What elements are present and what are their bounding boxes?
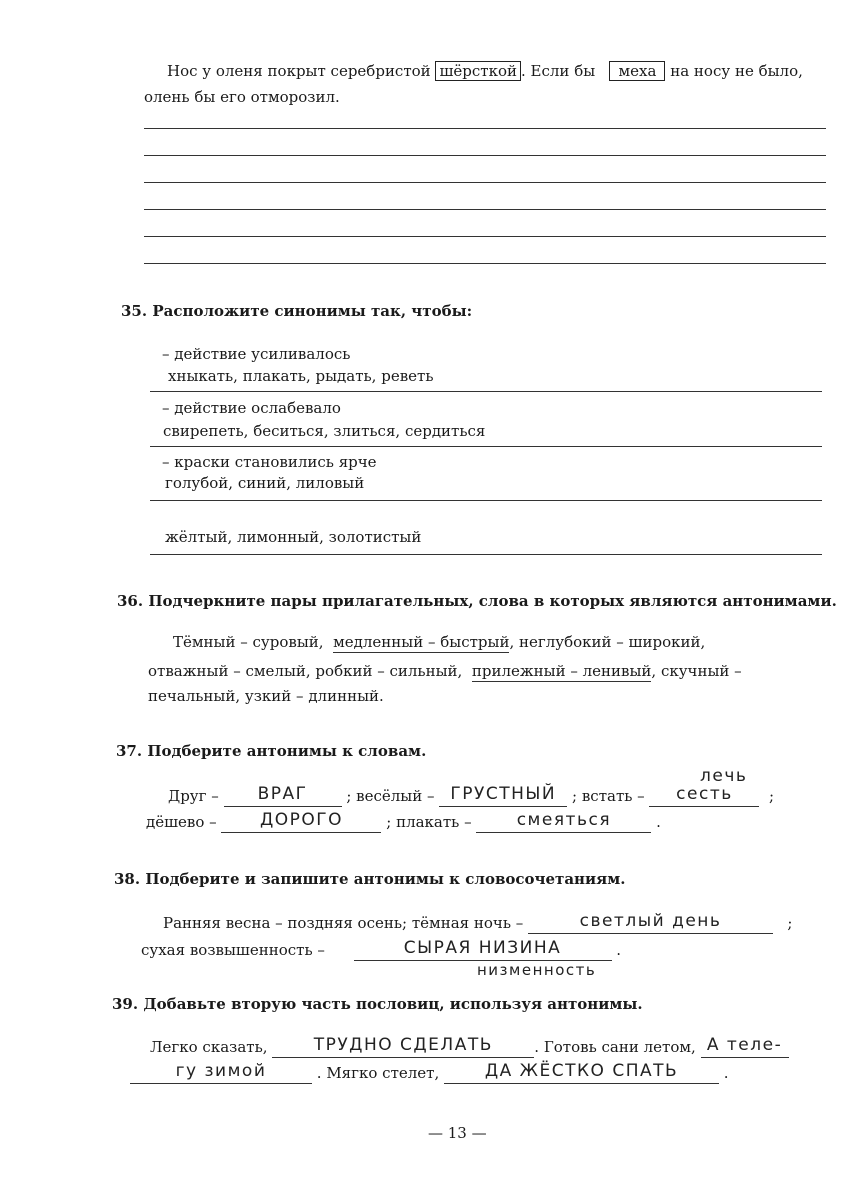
ex38-alternative: низменность xyxy=(477,961,597,979)
ex36-line-1: Тёмный – суровый, медленный – быстрый, неглубокий – широкий, xyxy=(173,633,706,651)
ex35-label-2: – действие ослабевало xyxy=(162,399,341,417)
answer-blank[interactable]: А теле- xyxy=(701,1037,789,1058)
ex37-line-2: дёшево – ДОРОГО ; плакать – смеяться . xyxy=(146,810,661,831)
exercise-number: 36. xyxy=(117,592,144,610)
underlined-pair: медленный – быстрый xyxy=(333,633,510,651)
exercise-title: Подберите антонимы к словам. xyxy=(147,742,427,760)
exercise-number: 35. xyxy=(121,302,148,320)
ex35-label-1: – действие усиливалось xyxy=(162,345,351,363)
writing-line xyxy=(144,155,826,156)
ex36-line-2: отважный – смелый, робкий – сильный, прилежный – ленивый, скучный – xyxy=(148,662,742,680)
exercise-number: 37. xyxy=(116,742,143,760)
ex39-line-2: гу зимой . Мягко стелет, ДА ЖЁСТКО СПАТЬ . xyxy=(130,1063,729,1084)
answer-blank[interactable]: ДА ЖЁСТКО СПАТЬ xyxy=(444,1063,719,1084)
boxed-word-1: шёрсткой xyxy=(435,61,521,81)
ex35-label-3: – краски становились ярче xyxy=(162,453,377,471)
intro-text-b: Если бы xyxy=(530,62,596,80)
exercise-39-heading xyxy=(112,995,643,1013)
answer-blank[interactable]: светлый день xyxy=(528,913,773,934)
exercise-36-heading xyxy=(117,592,837,610)
answer-blank[interactable]: ВРАГ xyxy=(224,786,342,807)
exercise-35-heading xyxy=(121,302,472,320)
exercise-title: Подберите и запишите антонимы к словосочетаниям. xyxy=(145,870,626,888)
answer-blank[interactable]: ГРУСТНЫЙ xyxy=(439,786,567,807)
ex38-line-2: сухая возвышенность – СЫРАЯ НИЗИНА . xyxy=(141,938,622,959)
answer-blank[interactable]: смеяться xyxy=(476,812,651,833)
boxed-word-2: меха xyxy=(609,61,665,81)
intro-text-a: Нос у оленя покрыт серебристой xyxy=(167,62,431,80)
ex39-line-1: Легко сказать, ТРУДНО СДЕЛАТЬ . Готовь сани летом, А теле- xyxy=(150,1037,789,1058)
exercise-number: 39. xyxy=(112,995,139,1013)
exercise-number: 38. xyxy=(114,870,141,888)
answer-blank[interactable]: СЫРАЯ НИЗИНА xyxy=(354,940,612,961)
exercise-title: Расположите синонимы так, чтобы: xyxy=(152,302,473,320)
intro-text-c: на носу не было, xyxy=(670,62,803,80)
intro-line-2: олень бы его отморозил. xyxy=(144,88,340,106)
writing-line xyxy=(144,182,826,183)
ex35-words-1: хныкать, плакать, рыдать, реветь xyxy=(168,367,434,385)
answer-line xyxy=(150,391,822,392)
answer-line xyxy=(150,554,822,555)
page-number: — 13 — xyxy=(428,1124,487,1142)
writing-line xyxy=(144,128,826,129)
exercise-title: Подчеркните пары прилагательных, слова в которых являются антонимами. xyxy=(148,592,837,610)
exercise-38-heading xyxy=(114,870,625,888)
exercise-title: Добавьте вторую часть пословиц, используя антонимы. xyxy=(143,995,643,1013)
answer-blank[interactable]: ТРУДНО СДЕЛАТЬ xyxy=(272,1037,534,1058)
answer-blank[interactable]: ДОРОГО xyxy=(221,812,381,833)
answer-blank[interactable]: гу зимой xyxy=(130,1063,312,1084)
ex35-words-4: жёлтый, лимонный, золотистый xyxy=(165,528,422,546)
ex36-line-3: печальный, узкий – длинный. xyxy=(148,687,384,705)
writing-line xyxy=(144,263,826,264)
answer-line xyxy=(150,446,822,447)
answer-blank[interactable]: сесть xyxy=(649,786,759,807)
writing-line xyxy=(144,236,826,237)
exercise-37-heading xyxy=(116,742,426,760)
ex38-line-1: Ранняя весна – поздняя осень; тёмная ночь – светлый день ; xyxy=(163,911,793,932)
answer-line xyxy=(150,500,822,501)
ex35-words-2: свирепеть, беситься, злиться, сердиться xyxy=(163,422,486,440)
intro-line-1: Нос у оленя покрыт серебристой шёрсткой . Если бы меха на носу не было, xyxy=(167,62,803,80)
ex35-words-3: голубой, синий, лиловый xyxy=(165,474,365,492)
underlined-pair: прилежный – ленивый xyxy=(471,662,652,680)
ex37-correction: лечь xyxy=(700,766,748,786)
writing-line xyxy=(144,209,826,210)
ex37-line-1: Друг – ВРАГ ; весёлый – ГРУСТНЫЙ ; встать – сесть ; xyxy=(168,784,775,805)
